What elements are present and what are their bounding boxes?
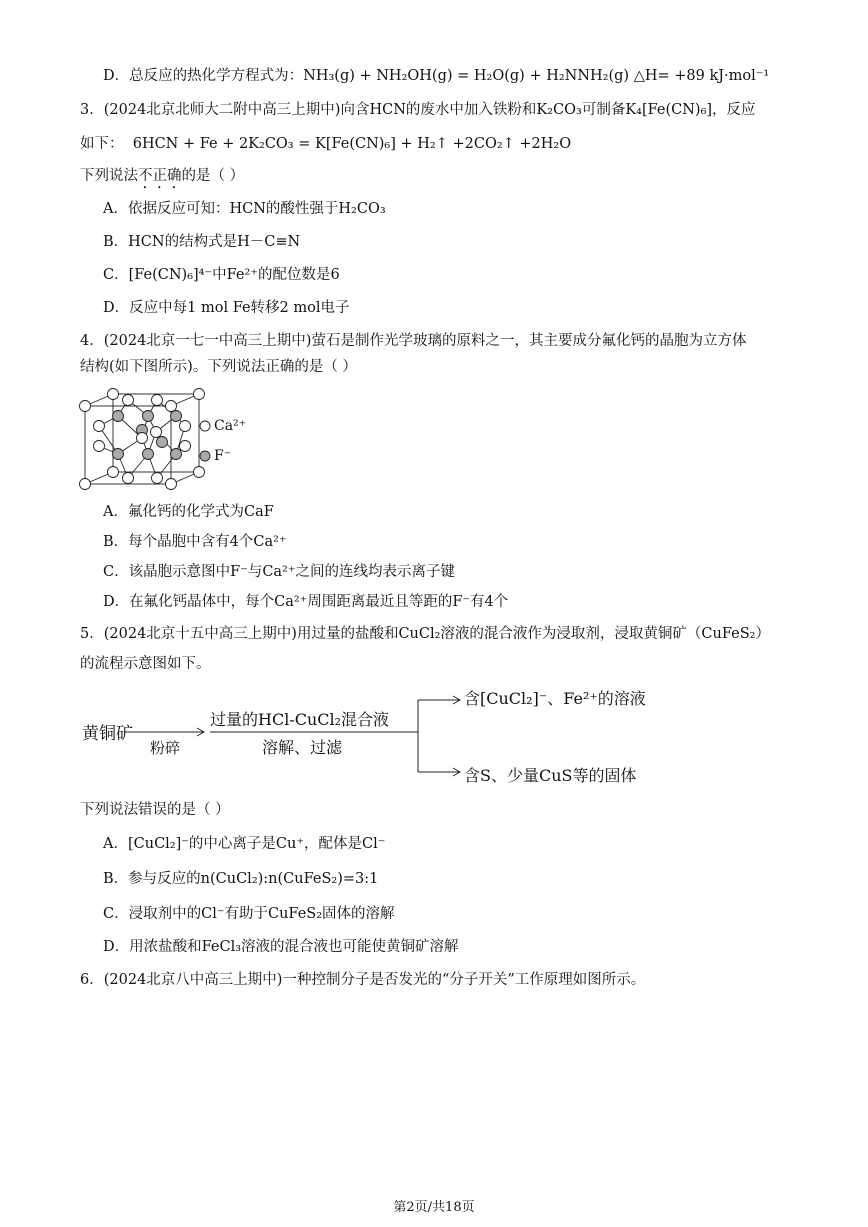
option-text: 氟化钙的化学式为CaF [127,504,274,520]
q4-option-b [103,532,287,552]
reaction-equation: 6HCN + Fe + 2K₂CO₃ = K[Fe(CN)₆] + H₂↑ +2CO₂↑ +2H₂O [132,136,572,152]
option-text: 每个晶胞中含有4个Ca²⁺ [128,534,287,550]
question-stem: 用过量的盐酸和CuCl₂溶液的混合液作为浸取剂，浸取黄铜矿（CuFeS₂） [296,626,770,642]
question-stem: 结构(如下图所示)。下列说法正确的是（ ） [80,359,357,375]
question-number: 6． [80,972,104,988]
prompt-text: 下列说法 [80,168,138,184]
option-text: 反应中每1 mol Fe转移2 mol电子 [129,300,350,316]
option-text: [CuCl₂]⁻的中心离子是Cu⁺，配体是Cl⁻ [127,836,386,852]
q2-option-d [103,66,769,86]
option-letter: A． [103,201,128,217]
q5-option-d [103,937,459,957]
legend-ca: Ca²⁺ [214,418,247,434]
q4-stem-line2 [80,357,357,377]
option-text: 参与反应的n(CuCl₂):n(CuFeS₂)=3:1 [128,871,379,887]
question-number: 4． [80,333,104,349]
question-number: 3． [80,102,104,118]
fluorite-unit-cell-figure [76,386,256,492]
question-source: (2024北京一七一中高三上期中) [103,333,312,349]
q5-option-a [103,834,385,854]
option-letter: D． [103,594,130,610]
option-letter: C． [103,267,129,283]
q5-stem-line1 [80,624,770,644]
option-text: 依据反应可知：HCN的酸性强于H₂CO₃ [127,201,386,217]
flow-step1-label: 粉碎 [150,739,181,757]
emphasis-text: 不正确 [138,168,182,184]
flow-output-solid: 含S、少量CuS等的固体 [464,766,637,785]
option-text: [Fe(CN)₆]⁴⁻中Fe²⁺的配位数是6 [128,267,340,283]
option-letter: D． [103,939,130,955]
q4-option-a [103,502,274,522]
q5-option-c [103,904,395,924]
question-stem: 萤石是制作光学玻璃的原料之一，其主要成分氟化钙的晶胞为立方体 [311,333,747,349]
question-source: (2024北京北师大二附中高三上期中) [103,102,341,118]
option-text: 在氟化钙晶体中，每个Ca²⁺周围距离最近且等距的F⁻有4个 [129,594,509,610]
q4-stem-line1 [80,331,746,351]
option-letter: B． [103,534,129,550]
q3-option-b [103,232,300,252]
option-letter: B． [103,234,129,250]
option-letter: D． [103,300,130,316]
option-letter: B． [103,871,129,887]
q6-stem [80,970,645,990]
ca-legend-marker [200,421,210,431]
question-stem: 一种控制分子是否发光的“分子开关”工作原理如图所示。 [282,972,646,988]
option-text: 用浓盐酸和FeCl₃溶液的混合液也可能使黄铜矿溶解 [129,939,459,955]
question-stem: 如下： [80,136,124,152]
flow-start-node: 黄铜矿 [82,724,133,744]
flow-step2-operation: 溶解、过滤 [262,738,343,757]
option-letter: A． [103,504,128,520]
option-letter: C． [103,906,129,922]
q3-option-c [103,265,340,285]
flow-step2-reagent: 过量的HCl-CuCl₂混合液 [210,710,390,729]
prompt-text: 的是（ ） [181,168,245,184]
legend-f: F⁻ [214,448,232,464]
option-text: 该晶胞示意图中F⁻与Ca²⁺之间的连线均表示离子键 [128,564,456,580]
option-text: HCN的结构式是H－C≡N [128,234,301,250]
question-source: (2024北京八中高三上期中) [103,972,283,988]
option-letter: D． [103,68,130,84]
question-stem: 向含HCN的废水中加入铁粉和K₂CO₃可制备K₄[Fe(CN)₆]，反应 [340,102,756,118]
question-source: (2024北京十五中高三上期中) [103,626,297,642]
q3-prompt [80,166,244,192]
option-letter: C． [103,564,129,580]
question-number: 5． [80,626,104,642]
flow-output-solution: 含[CuCl₂]⁻、Fe²⁺的溶液 [464,689,646,708]
page-footer: 第2页/共18页 [393,1200,475,1215]
q4-option-c [103,562,455,582]
q5-stem-line2 [80,654,211,674]
option-text: 浸取剂中的Cl⁻有助于CuFeS₂固体的溶解 [128,906,395,922]
question-stem: 的流程示意图如下。 [80,656,211,672]
q5-prompt: 下列说法错误的是（ ） [80,802,230,818]
option-letter: A． [103,836,128,852]
q3-stem-line1 [80,100,756,120]
q3-stem-line2 [80,134,571,154]
f-legend-marker [200,451,210,461]
q4-option-d [103,592,508,612]
option-text: 总反应的热化学方程式为：NH₃(g) + NH₂OH(g) = H₂O(g) + H₂NNH₂(g) △H= +89 kJ·mol⁻¹ [129,68,770,84]
q3-option-d [103,298,350,318]
q3-option-a [103,199,386,219]
q5-option-b [103,869,378,889]
